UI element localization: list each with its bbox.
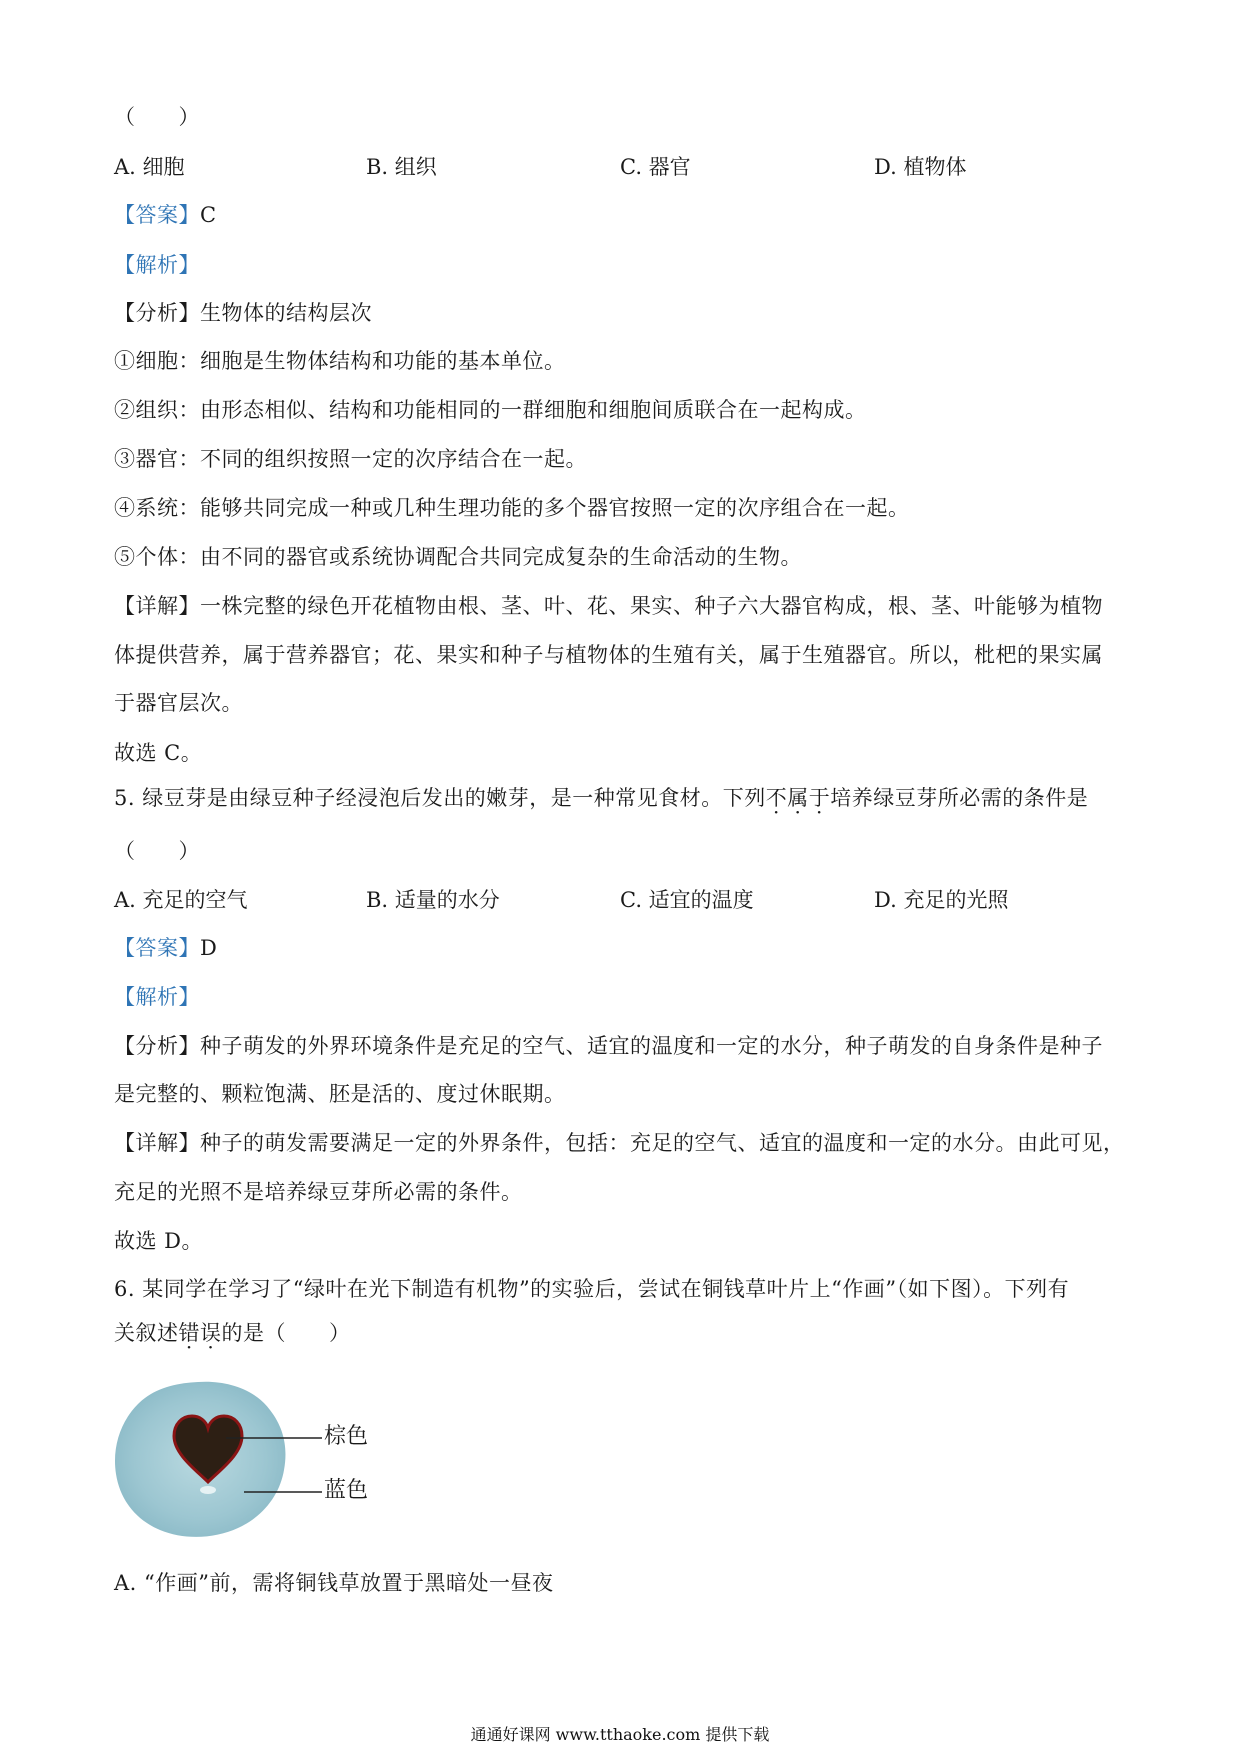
detail-label: 【详解】: [114, 594, 200, 618]
q5-answer: [114, 933, 217, 963]
q5-stem-pre: 5. 绿豆芽是由绿豆种子经浸泡后发出的嫩芽，是一种常见食材。下列: [114, 786, 766, 810]
page-footer: 通通好课网 www.tthaoke.com 提供下载: [470, 1725, 770, 1744]
q4-option-c: C. 器官: [620, 155, 691, 179]
q6-stem-line-1: 6. 某同学在学习了“绿叶在光下制造有机物”的实验后，尝试在铜钱草叶片上“作画”（如下图）。下列有: [114, 1277, 1070, 1301]
emphasis-char: 于: [808, 786, 831, 810]
answer-label: 【答案】: [114, 936, 200, 960]
q4-point-2: ②组织：由形态相似、结构和功能相同的一群细胞和细胞间质联合在一起构成。: [114, 398, 867, 422]
q4-option-d: D. 植物体: [874, 155, 967, 179]
q4-detail-line-3: 于器官层次。: [114, 691, 243, 715]
answer-value: D: [200, 936, 218, 960]
q5-stem-post: 培养绿豆芽所必需的条件是: [830, 786, 1089, 810]
leaf-center-spot: [200, 1486, 216, 1494]
fenxi-text: 生物体的结构层次: [200, 301, 372, 325]
fenxi-label: 【分析】: [114, 301, 200, 325]
q5-stem: [114, 783, 1088, 813]
q4-detail-line-1: [114, 591, 1103, 621]
label-blue: 蓝色: [324, 1478, 369, 1503]
leaf-figure: [114, 1376, 444, 1546]
q6-stem-pre: 关叙述: [114, 1321, 179, 1345]
leaf-illustration: [114, 1376, 444, 1546]
q6-stem-line-2: [114, 1318, 351, 1348]
emphasis-char: 属: [787, 786, 809, 810]
q4-detail-line-2: 体提供营养，属于营养器官；花、果实和种子与植物体的生殖有关，属于生殖器官。所以，枇杷的果实属: [114, 643, 1103, 667]
q6-stem-post: 的是（ ）: [221, 1321, 351, 1345]
q5-detail-line-2: 充足的光照不是培养绿豆芽所必需的条件。: [114, 1180, 523, 1204]
q5-option-b: B. 适量的水分: [366, 888, 500, 912]
q5-fenxi-line-1: [114, 1031, 1103, 1061]
fenxi-text: 种子萌发的外界环境条件是充足的空气、适宜的温度和一定的水分，种子萌发的自身条件是种子: [200, 1034, 1103, 1058]
q5-detail-line-1: [114, 1128, 1125, 1158]
q5-option-c: C. 适宜的温度: [620, 888, 754, 912]
q5-analysis-label: 【解析】: [114, 985, 200, 1009]
q4-option-b: B. 组织: [366, 155, 437, 179]
fenxi-label: 【分析】: [114, 1034, 200, 1058]
q5-conclusion: 故选 D。: [114, 1229, 204, 1253]
label-brown: 棕色: [324, 1424, 369, 1449]
answer-label: 【答案】: [114, 203, 200, 227]
emphasis-char: 不: [765, 786, 788, 810]
q4-fenxi: [114, 298, 372, 328]
q4-conclusion: 故选 C。: [114, 741, 203, 765]
detail-text: 一株完整的绿色开花植物由根、茎、叶、花、果实、种子六大器官构成，根、茎、叶能够为植物: [200, 594, 1103, 618]
q5-fenxi-line-2: 是完整的、颗粒饱满、胚是活的、度过休眠期。: [114, 1082, 566, 1106]
detail-text: 种子的萌发需要满足一定的外界条件，包括：充足的空气、适宜的温度和一定的水分。由此可见，: [200, 1131, 1125, 1155]
q4-point-5: ⑤个体：由不同的器官或系统协调配合共同完成复杂的生命活动的生物。: [114, 545, 802, 569]
q4-point-4: ④系统：能够共同完成一种或几种生理功能的多个器官按照一定的次序组合在一起。: [114, 496, 910, 520]
emphasis-char: 错: [178, 1321, 200, 1345]
q5-option-a: A. 充足的空气: [114, 888, 248, 912]
q5-paren: （ ）: [114, 839, 200, 863]
q4-point-1: ①细胞：细胞是生物体结构和功能的基本单位。: [114, 349, 566, 373]
q4-point-3: ③器官：不同的组织按照一定的次序结合在一起。: [114, 447, 587, 471]
q6-option-a: A. “作画”前，需将铜钱草放置于黑暗处一昼夜: [114, 1571, 554, 1595]
q4-paren: （ ）: [114, 105, 200, 129]
q4-answer: [114, 200, 217, 230]
emphasis-char: 误: [200, 1321, 222, 1345]
q4-option-a: A. 细胞: [114, 155, 185, 179]
q5-option-d: D. 充足的光照: [874, 888, 1009, 912]
answer-value: C: [200, 203, 217, 227]
q4-analysis-label: 【解析】: [114, 253, 200, 277]
detail-label: 【详解】: [114, 1131, 200, 1155]
